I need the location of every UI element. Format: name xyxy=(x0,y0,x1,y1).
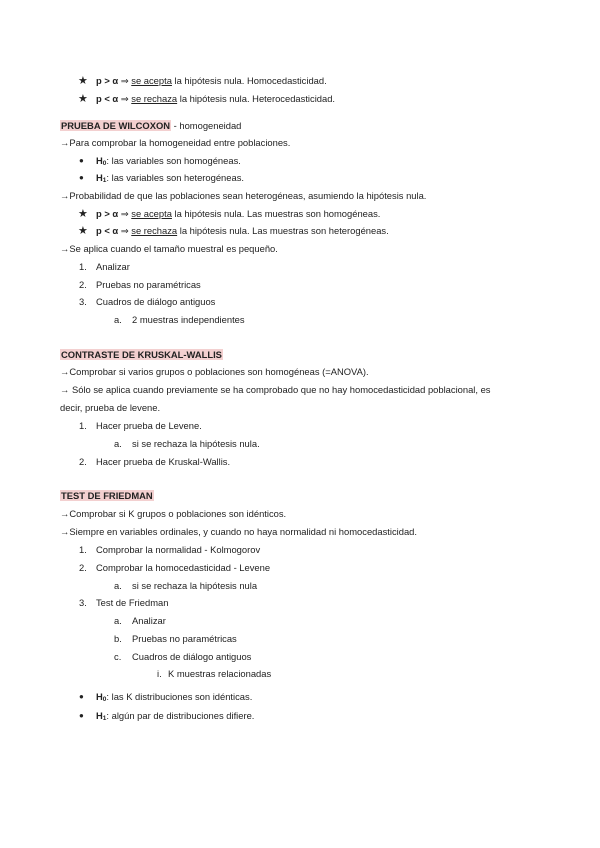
star-icon: ★ xyxy=(78,208,88,220)
hypothesis-h0 xyxy=(96,691,252,703)
section-title: TEST DE FRIEDMAN xyxy=(61,490,153,501)
implies-symbol: ⇒ xyxy=(120,75,129,86)
h-sub: 1 xyxy=(102,177,107,184)
list-item: K muestras relacionadas xyxy=(168,668,272,679)
list-item: Cuadros de diálogo antiguos xyxy=(132,651,252,662)
list-number: 2. xyxy=(79,279,87,290)
condition-text: la hipótesis nula. Homocedasticidad. xyxy=(171,75,327,86)
condition: p > α xyxy=(96,75,119,86)
bullet-icon: ● xyxy=(79,711,84,720)
h-text: : algún par de distribuciones difiere. xyxy=(106,710,255,721)
list-number: 2. xyxy=(79,456,87,467)
h-text: : las variables son heterogéneas. xyxy=(106,172,244,183)
list-letter: c. xyxy=(114,651,122,662)
implies-symbol: ⇒ xyxy=(120,93,129,104)
hypothesis-h1 xyxy=(96,172,244,184)
star-icon: ★ xyxy=(78,93,88,105)
paragraph: →Probabilidad de que las poblaciones sean heterogéneas, asumiendo la hipótesis nula. xyxy=(60,190,427,201)
paragraph: decir, prueba de levene. xyxy=(60,402,161,413)
list-letter: a. xyxy=(114,314,122,325)
list-item: si se rechaza la hipótesis nula xyxy=(132,580,258,591)
list-number: 1. xyxy=(79,420,87,431)
implies-symbol: ⇒ xyxy=(120,225,129,236)
action: se rechaza xyxy=(131,225,178,236)
section-title: CONTRASTE DE KRUSKAL-WALLIS xyxy=(61,349,222,360)
paragraph: →Siempre en variables ordinales, y cuando no haya normalidad ni homocedasticidad. xyxy=(60,526,417,537)
hypothesis-h1 xyxy=(96,710,254,722)
condition-text: la hipótesis nula. Las muestras son homogéneas. xyxy=(171,208,381,219)
list-letter: a. xyxy=(114,615,122,626)
list-item: Comprobar la homocedasticidad - Levene xyxy=(96,562,271,573)
condition-line xyxy=(96,93,335,105)
h-sub: 0 xyxy=(102,160,107,167)
bullet-icon: ● xyxy=(79,692,84,701)
list-number: 2. xyxy=(79,562,87,573)
star-icon: ★ xyxy=(78,75,88,87)
action: se acepta xyxy=(131,75,172,86)
section-heading-friedman xyxy=(60,490,154,502)
list-item: Pruebas no paramétricas xyxy=(96,279,201,290)
action: se acepta xyxy=(131,208,172,219)
list-roman: i. xyxy=(157,668,162,679)
condition-line xyxy=(96,75,327,87)
paragraph: → Sólo se aplica cuando previamente se ha comprobado que no hay homocedasticidad poblacional, es xyxy=(60,384,491,395)
section-subtitle: - homogeneidad xyxy=(171,120,242,131)
h-label: H xyxy=(96,691,103,702)
condition-line xyxy=(96,208,380,220)
bullet-icon: ● xyxy=(79,156,84,165)
list-number: 1. xyxy=(79,261,87,272)
h-label: H xyxy=(96,155,103,166)
condition: p < α xyxy=(96,93,119,104)
condition: p < α xyxy=(96,225,119,236)
list-item: si se rechaza la hipótesis nula. xyxy=(132,438,260,449)
list-number: 1. xyxy=(79,544,87,555)
list-letter: a. xyxy=(114,438,122,449)
list-item: Hacer prueba de Kruskal-Wallis. xyxy=(96,456,231,467)
paragraph: →Comprobar si K grupos o poblaciones son idénticos. xyxy=(60,508,287,519)
list-letter: a. xyxy=(114,580,122,591)
action: se rechaza xyxy=(131,93,178,104)
list-item: Test de Friedman xyxy=(96,597,169,608)
star-icon: ★ xyxy=(78,225,88,237)
h-sub: 0 xyxy=(102,696,107,703)
hypothesis-h0 xyxy=(96,155,241,167)
list-item: Cuadros de diálogo antiguos xyxy=(96,296,216,307)
section-heading-wilcoxon xyxy=(60,120,241,132)
list-number: 3. xyxy=(79,597,87,608)
paragraph: →Comprobar si varios grupos o poblaciones son homogéneas (=ANOVA). xyxy=(60,366,369,377)
list-item: Analizar xyxy=(132,615,166,626)
condition-line xyxy=(96,225,389,237)
h-label: H xyxy=(96,172,103,183)
h-text: : las variables son homogéneas. xyxy=(106,155,241,166)
list-item: 2 muestras independientes xyxy=(132,314,245,325)
list-item: Analizar xyxy=(96,261,130,272)
condition: p > α xyxy=(96,208,119,219)
implies-symbol: ⇒ xyxy=(120,208,129,219)
list-item: Hacer prueba de Levene. xyxy=(96,420,202,431)
h-sub: 1 xyxy=(102,715,107,722)
condition-text: la hipótesis nula. Heterocedasticidad. xyxy=(177,93,336,104)
section-heading-kruskal xyxy=(60,349,223,361)
list-item: Comprobar la normalidad - Kolmogorov xyxy=(96,544,261,555)
paragraph: →Para comprobar la homogeneidad entre poblaciones. xyxy=(60,137,291,148)
paragraph: →Se aplica cuando el tamaño muestral es pequeño. xyxy=(60,243,278,254)
h-text: : las K distribuciones son idénticas. xyxy=(106,691,253,702)
list-letter: b. xyxy=(114,633,122,644)
list-number: 3. xyxy=(79,296,87,307)
h-label: H xyxy=(96,710,103,721)
bullet-icon: ● xyxy=(79,173,84,182)
condition-text: la hipótesis nula. Las muestras son heterogéneas. xyxy=(177,225,389,236)
list-item: Pruebas no paramétricas xyxy=(132,633,237,644)
section-title: PRUEBA DE WILCOXON xyxy=(61,120,171,131)
